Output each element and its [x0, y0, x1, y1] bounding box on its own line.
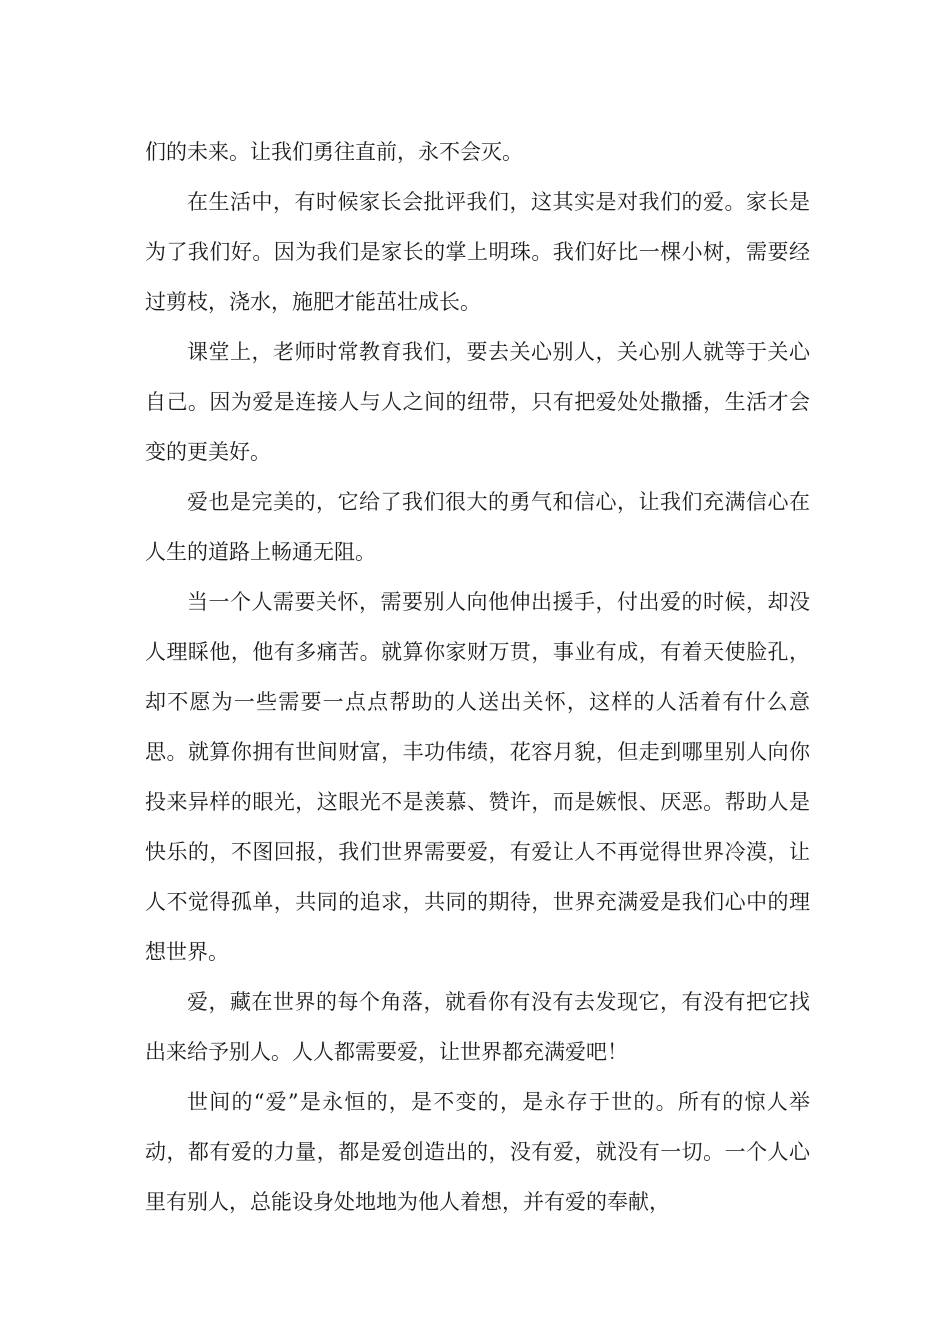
paragraph-love-perfect: 爱也是完美的，它给了我们很大的勇气和信心，让我们充满信心在人生的道路上畅通无阻。 [145, 490, 810, 564]
paragraph-continuation: 们的未来。让我们勇往直前，永不会灭。 [145, 140, 523, 164]
paragraph-need-care: 当一个人需要关怀，需要别人向他伸出援手，付出爱的时候，却没人理睬他，他有多痛苦。就算你家财万贯，事业有成，有着天使脸孔，却不愿为一些需要一点点帮助的人送出关怀，这样的人活着有什么意思。就算你拥有世间财富，丰功伟绩，花容月貌，但走到哪里别人向你投来异样的眼光，这眼光不是羡慕、赞许，而是嫉恨、厌恶。帮助人是快乐的，不图回报，我们世界需要爱，有爱让人不再觉得世界冷漠，让人不觉得孤单，共同的追求，共同的期待，世界充满爱是我们心中的理想世界。 [145, 590, 810, 964]
paragraph-love-hidden: 爱，藏在世界的每个角落，就看你有没有去发现它，有没有把它找出来给予别人。人人都需要爱，让世界都充满爱吧！ [145, 990, 810, 1064]
paragraph-love-eternal: 世间的“爱”是永恒的，是不变的，是永存于世的。所有的惊人举动，都有爱的力量，都是爱创造出的，没有爱，就没有一切。一个人心里有别人，总能设身处地地为他人着想，并有爱的奉献， [145, 1090, 810, 1214]
paragraph-classroom: 课堂上，老师时常教育我们，要去关心别人，关心别人就等于关心自己。因为爱是连接人与人之间的纽带，只有把爱处处撒播，生活才会变的更美好。 [145, 340, 810, 464]
document-page [145, 127, 810, 1227]
paragraph-parents-criticism: 在生活中，有时候家长会批评我们，这其实是对我们的爱。家长是为了我们好。因为我们是家长的掌上明珠。我们好比一棵小树，需要经过剪枝，浇水，施肥才能茁壮成长。 [145, 190, 810, 314]
